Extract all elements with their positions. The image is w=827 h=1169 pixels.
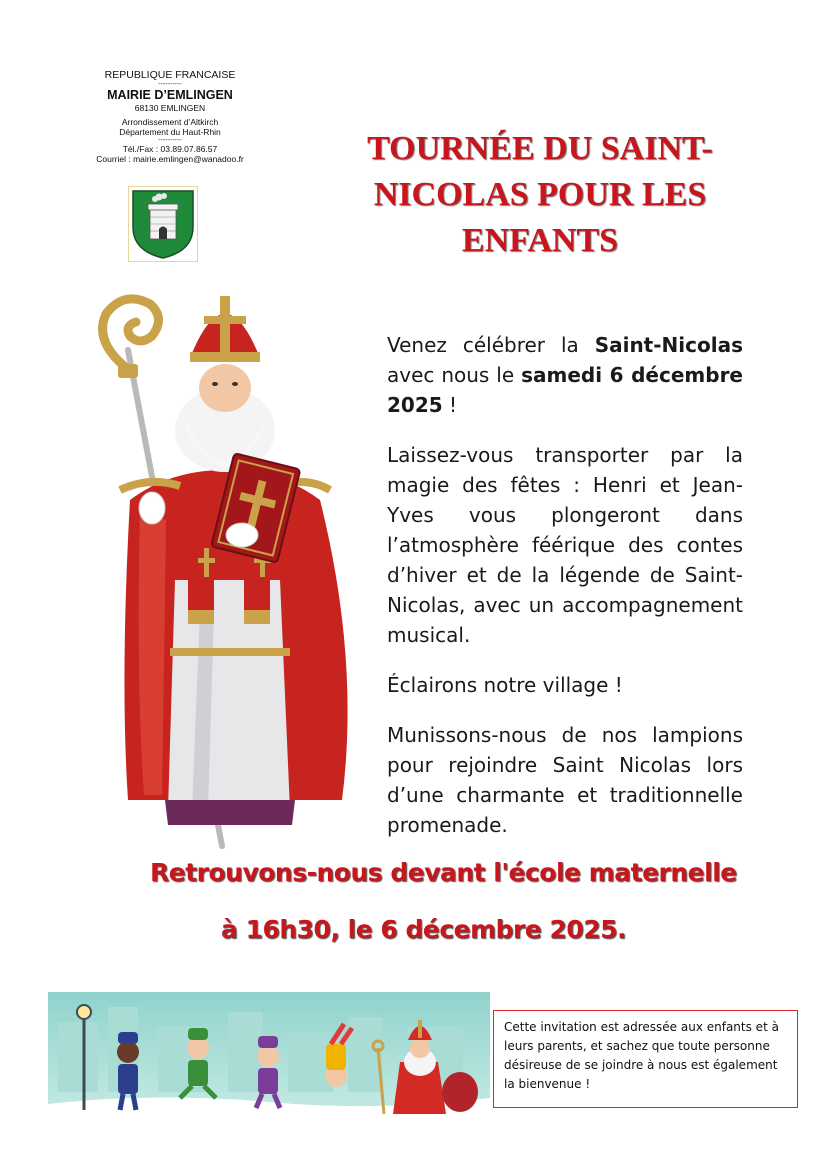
parade-banner-illustration bbox=[48, 992, 490, 1124]
separator: ---------- bbox=[158, 81, 182, 88]
light-village-paragraph: Éclairons notre village ! bbox=[387, 673, 623, 697]
departement: Département du Haut-Rhin bbox=[119, 127, 221, 137]
intro-highlight-date: samedi 6 décembre 2025 bbox=[387, 363, 743, 417]
intro-text-3: ! bbox=[442, 393, 458, 417]
lanterns-paragraph: Munissons-nous de nos lampions pour rejoindre Saint Nicolas lors d’une charmante et traditionnelle promenade. bbox=[387, 723, 743, 837]
event-description bbox=[387, 330, 743, 860]
mairie-header bbox=[70, 70, 270, 164]
intro-text: Venez célébrer la bbox=[387, 333, 595, 357]
coat-of-arms-icon bbox=[128, 186, 198, 262]
postal-address: 68130 EMLINGEN bbox=[134, 103, 206, 113]
intro-paragraph bbox=[387, 330, 743, 420]
mairie-name: MAIRIE D’EMLINGEN bbox=[107, 88, 233, 102]
meeting-time: à 16h30, le 6 décembre 2025. bbox=[221, 915, 627, 944]
saint-nicolas-illustration bbox=[80, 280, 370, 850]
separator-2: ---------- bbox=[158, 137, 182, 144]
arrondissement: Arrondissement d’Altkirch bbox=[121, 117, 219, 127]
magic-paragraph: Laissez-vous transporter par la magie des fêtes : Henri et Jean-Yves vous plongeront dans l’atmosphère féérique des contes d’hiver et de la légende de Saint-Nicolas, avec un accompagnement musical. bbox=[387, 443, 743, 647]
email: Courriel : mairie.emlingen@wanadoo.fr bbox=[96, 154, 244, 164]
intro-highlight-saint-nicolas: Saint-Nicolas bbox=[594, 333, 743, 357]
intro-text-2: avec nous le bbox=[387, 363, 522, 387]
phone-fax: Tél./Fax : 03.89.07.86.57 bbox=[122, 144, 218, 154]
meeting-place: Retrouvons-nous devant l'école maternelle bbox=[150, 858, 737, 887]
invitation-box: Cette invitation est adressée aux enfants et à leurs parents, et sachez que toute personne désireuse de se joindre à nous est également la bienvenue ! bbox=[493, 1010, 798, 1108]
page-title: TOURNÉE DU SAINT-NICOLAS POUR LES ENFANTS bbox=[367, 130, 713, 259]
republique-label: REPUBLIQUE FRANCAISE bbox=[104, 69, 236, 81]
